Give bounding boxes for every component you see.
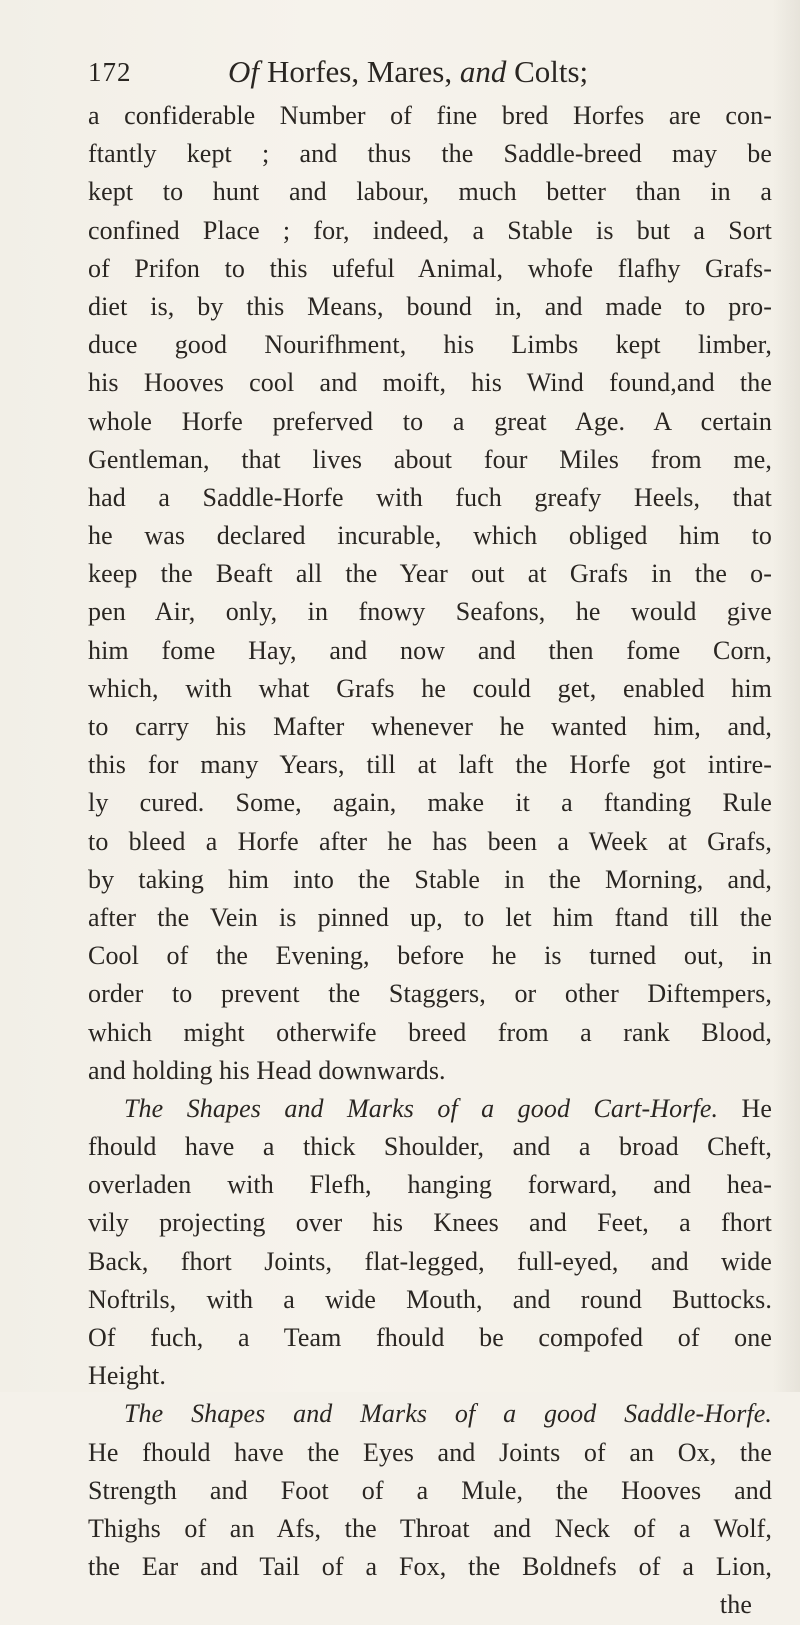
text-line: duce good Nourifhment, his Limbs kept limber, [88, 330, 772, 360]
text-line: Strength and Foot of a Mule, the Hooves and [88, 1475, 772, 1505]
text-line: of Prifon to this ufeful Animal, whofe flafhy Grafs- [88, 253, 772, 283]
text-line: Thighs of an Afs, the Throat and Neck of a Wolf, [88, 1513, 772, 1543]
text-line: overladen with Flefh, hanging forward, and hea- [88, 1170, 772, 1200]
cart-horse-heading: The Shapes and Marks of a good Cart-Horfe. [124, 1093, 719, 1123]
text-line: his Hooves cool and moift, his Wind found,and the [88, 368, 772, 398]
text-line: to bleed a Horfe after he has been a Week at Grafs, [88, 826, 772, 856]
text-line: ly cured. Some, again, make it a ftanding Rule [88, 788, 772, 818]
running-head-and: and [459, 54, 507, 89]
page-number: 172 [88, 57, 132, 87]
text-line: confined Place ; for, indeed, a Stable is but a Sort [88, 215, 772, 245]
text-line: Cool of the Evening, before he is turned out, in [88, 941, 772, 971]
text-line: Noftrils, with a wide Mouth, and round Buttocks. [88, 1284, 772, 1314]
text-line: to carry his Mafter whenever he wanted him, and, [88, 712, 772, 741]
saddle-horse-heading: The Shapes and Marks of a good Saddle-Horfe. [124, 1399, 772, 1429]
text-line: ftantly kept ; and thus the Saddle-breed may be [88, 139, 772, 169]
catchword: the [719, 1590, 752, 1620]
running-head-of: Of [228, 54, 259, 89]
text-line: the Ear and Tail of a Fox, the Boldnefs of a Lion, [88, 1552, 772, 1582]
text-line: Of fuch, a Team fhould be compofed of one [88, 1323, 772, 1352]
running-head-end: Colts; [514, 54, 589, 89]
page-header [88, 46, 788, 98]
text-line: and holding his Head downwards. [88, 1055, 446, 1085]
text-line: which, with what Grafs he could get, enabled him [88, 673, 772, 703]
text-line: He fhould have the Eyes and Joints of an Ox, the [88, 1437, 772, 1467]
text-line: him fome Hay, and now and then fome Corn, [88, 635, 772, 665]
body-text [88, 97, 772, 1625]
section-heading-cart-horse [88, 1090, 772, 1128]
text-line: by taking him into the Stable in the Morning, and, [88, 864, 772, 894]
text-line: keep the Beaft all the Year out at Grafs in the o- [88, 559, 772, 589]
text-line: whole Horfe preferved to a great Age. A certain [88, 406, 772, 436]
text-line: diet is, by this Means, bound in, and made to pro- [88, 291, 772, 321]
running-head [228, 46, 588, 98]
cart-horse-heading-rest: He [718, 1093, 772, 1123]
text-line: after the Vein is pinned up, to let him ftand till the [88, 902, 772, 932]
text-line: had a Saddle-Horfe with fuch greafy Heels, that [88, 482, 772, 512]
text-line: kept to hunt and labour, much better than in a [88, 177, 772, 207]
running-head-middle: Horfes, Mares, [267, 54, 453, 89]
text-line: a confiderable Number of fine bred Horfes are con- [88, 101, 772, 130]
text-line: which might otherwife breed from a rank Blood, [88, 1017, 772, 1047]
text-line: he was declared incurable, which obliged him to [88, 521, 772, 551]
text-line: Gentleman, that lives about four Miles from me, [88, 444, 772, 474]
text-line: this for many Years, till at laft the Horfe got intire- [88, 750, 772, 780]
text-line: order to prevent the Staggers, or other Diftempers, [88, 979, 772, 1009]
text-line: Height. [88, 1361, 166, 1391]
text-line: pen Air, only, in fnowy Seafons, he would give [88, 597, 772, 627]
text-line: fhould have a thick Shoulder, and a broad Cheft, [88, 1132, 772, 1162]
section-heading-saddle-horse [88, 1395, 772, 1433]
text-line: vily projecting over his Knees and Feet, a fhort [88, 1208, 772, 1238]
text-line: Back, fhort Joints, flat-legged, full-eyed, and wide [88, 1246, 772, 1276]
